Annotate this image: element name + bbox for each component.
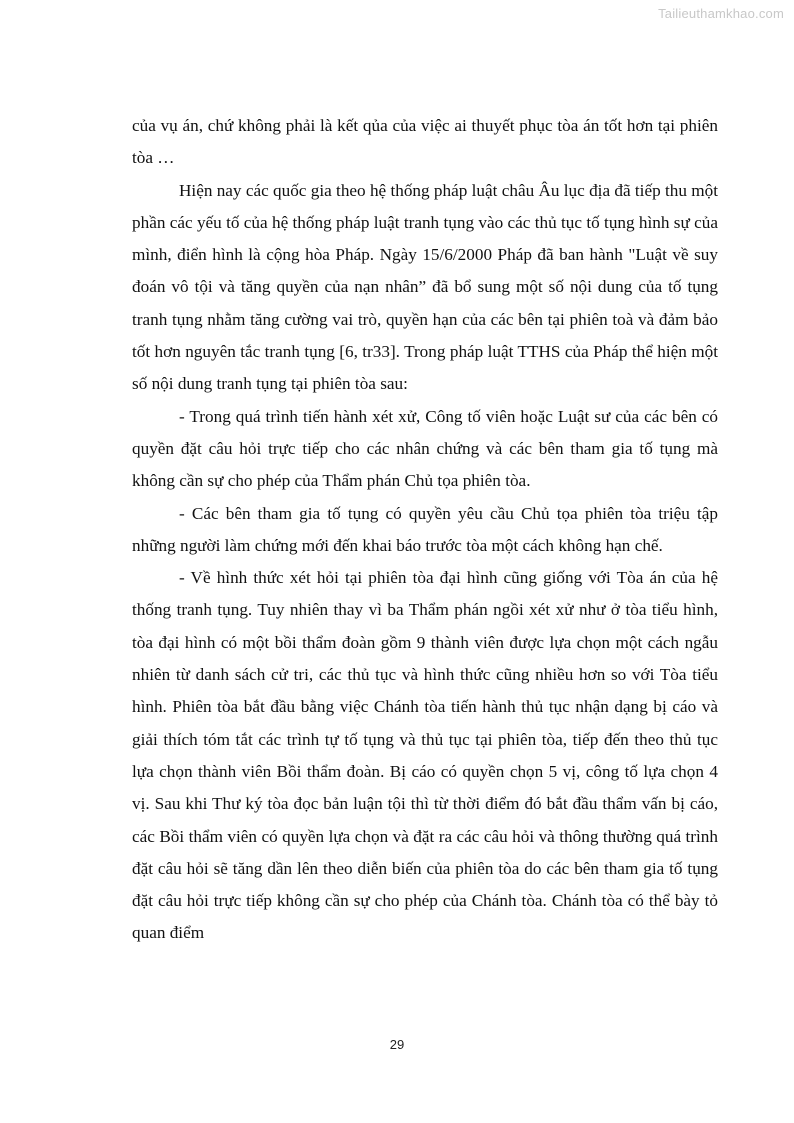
paragraph-bullet-2: - Các bên tham gia tố tụng có quyền yêu cầu Chủ tọa phiên tòa triệu tập những người làm chứng mới đến khai báo trước tòa một cách không hạn chế. bbox=[132, 503, 718, 555]
page-number: 29 bbox=[389, 1037, 405, 1052]
paragraph-bullet-1: - Trong quá trình tiến hành xét xử, Công tố viên hoặc Luật sư của các bên có quyền đặt câu hỏi trực tiếp cho các nhân chứng và các bên tham gia tố tụng mà không cần sự cho phép của Thẩm phán Chủ tọa phiên tòa. bbox=[132, 406, 718, 491]
watermark-text: Tailieuthamkhao.com bbox=[658, 6, 784, 21]
paragraph-intro: Hiện nay các quốc gia theo hệ thống pháp luật châu Âu lục địa đã tiếp thu một phần các yếu tố của hệ thống pháp luật tranh tụng vào các thủ tục tố tụng hình sự của mình, điển hình là cộng hòa Pháp. Ngày 15/6/2000 Pháp đã ban hành "Luật về suy đoán vô tội và tăng quyền của nạn nhân” đã bổ sung một số nội dung của tố tụng tranh tụng nhằm tăng cường vai trò, quyền hạn của các bên tại phiên toà và đảm bảo tốt hơn nguyên tắc tranh tụng [6, tr33]. Trong pháp luật TTHS của Pháp thể hiện một số nội dung tranh tụng tại phiên tòa sau: bbox=[132, 180, 718, 394]
paragraph-continuation: của vụ án, chứ không phải là kết qủa của việc ai thuyết phục tòa án tốt hơn tại phiên tòa … bbox=[132, 116, 718, 168]
paragraph-bullet-3: - Về hình thức xét hỏi tại phiên tòa đại hình cũng giống với Tòa án của hệ thống tranh tụng. Tuy nhiên thay vì ba Thẩm phán ngồi xét xử như ở tòa tiểu hình, tòa đại hình có một bồi thẩm đoàn gồm 9 thành viên được lựa chọn một cách ngẫu nhiên từ danh sách cử tri, các thủ tục và hình thức cũng nhiều hơn so với Tòa tiểu hình. Phiên tòa bắt đầu bằng việc Chánh tòa tiến hành thủ tục nhận dạng bị cáo và giải thích tóm tắt các trình tự tố tụng và thủ tục tại phiên tòa, tiếp đến theo thủ tục lựa chọn thành viên Bồi thẩm đoàn. Bị cáo có quyền chọn 5 vị, công tố lựa chọn 4 vị. Sau khi Thư ký tòa đọc bản luận tội thì từ thời điểm đó bắt đầu thẩm vấn bị cáo, các Bồi thẩm viên có quyền lựa chọn và đặt ra các câu hỏi và thông thường quá trình đặt câu hỏi sẽ tăng dần lên theo diễn biến của phiên tòa do các bên tham gia tố tụng đặt câu hỏi trực tiếp không cần sự cho phép của Chánh tòa. Chánh tòa có thể bày tỏ quan điểm bbox=[132, 568, 718, 943]
document-body bbox=[132, 110, 718, 950]
